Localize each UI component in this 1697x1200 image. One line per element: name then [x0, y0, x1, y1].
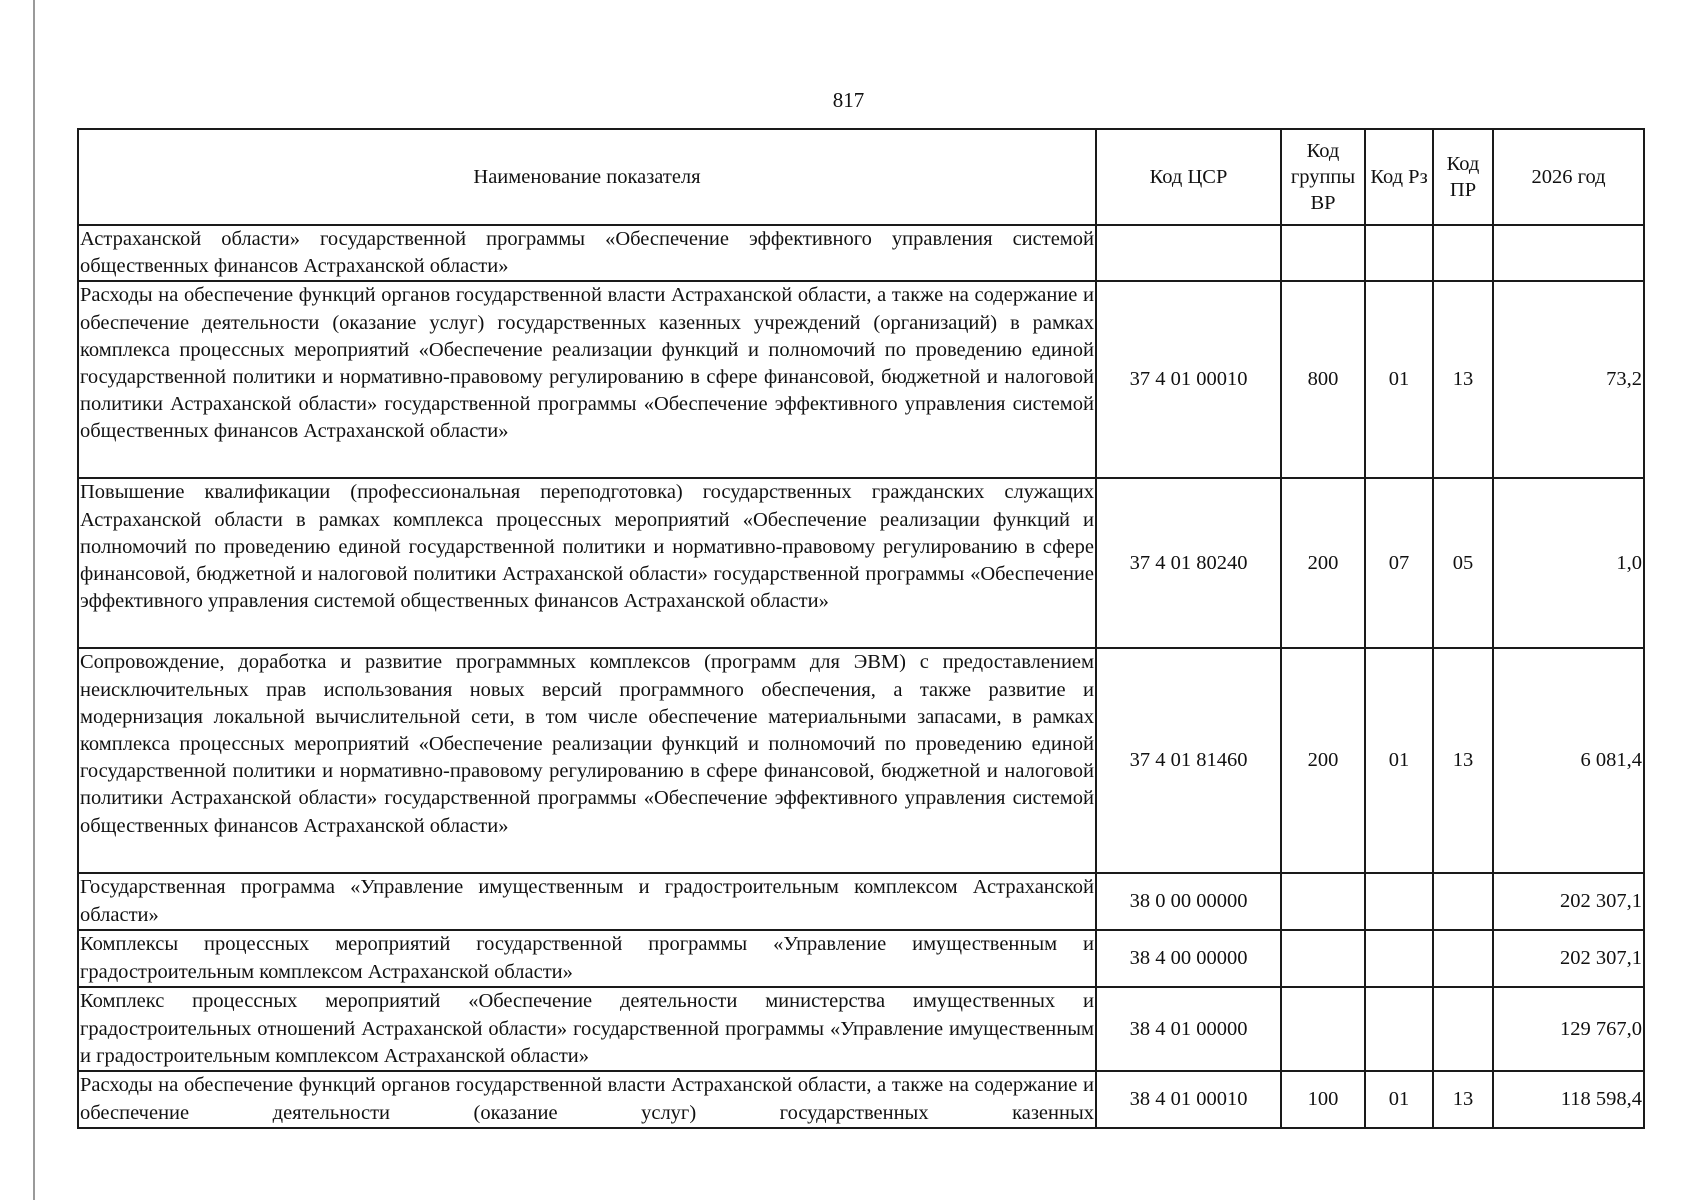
row-amount: 202 307,1: [1493, 873, 1644, 930]
row-name: Государственная программа «Управление имущественным и градостроительным комплексом Астраханской области»: [78, 873, 1096, 930]
table-row: [78, 930, 1644, 987]
row-csr-code: 37 4 01 00010: [1096, 281, 1281, 478]
row-csr-code: 37 4 01 80240: [1096, 478, 1281, 648]
table-row: [78, 987, 1644, 1071]
row-csr-code: [1096, 225, 1281, 281]
row-name: Повышение квалификации (профессиональная переподготовка) государственных гражданских служащих Астраханской области в рамках комплекса процессных мероприятий «Обеспечение реализации функций и полномочий по проведению единой государственной политики и нормативно-правовому регулированию в сфере финансовой, бюджетной и налоговой политики Астраханской области» государственной программы «Обеспечение эффективного управления системой общественных финансов Астраханской области»: [78, 478, 1096, 648]
row-rz-code: [1365, 930, 1433, 987]
row-pr-code: [1433, 930, 1493, 987]
row-vr-code: [1281, 225, 1365, 281]
row-vr-code: [1281, 873, 1365, 930]
row-rz-code: [1365, 987, 1433, 1071]
row-name: Астраханской области» государственной программы «Обеспечение эффективного управления системой общественных финансов Астраханской области»: [78, 225, 1096, 281]
row-csr-code: 38 4 00 00000: [1096, 930, 1281, 987]
table-row: [78, 1071, 1644, 1128]
row-amount: 6 081,4: [1493, 648, 1644, 873]
row-pr-code: [1433, 225, 1493, 281]
page-margin-line: [33, 0, 35, 1200]
header-vr-group-code: Код группы ВР: [1281, 129, 1365, 225]
header-year-2026: 2026 год: [1493, 129, 1644, 225]
row-amount: 202 307,1: [1493, 930, 1644, 987]
row-rz-code: 01: [1365, 1071, 1433, 1128]
row-csr-code: 38 4 01 00010: [1096, 1071, 1281, 1128]
row-vr-code: 200: [1281, 478, 1365, 648]
row-pr-code: [1433, 873, 1493, 930]
row-amount: 129 767,0: [1493, 987, 1644, 1071]
row-amount: [1493, 225, 1644, 281]
row-csr-code: 37 4 01 81460: [1096, 648, 1281, 873]
row-pr-code: 13: [1433, 281, 1493, 478]
row-name: Комплексы процессных мероприятий государственной программы «Управление имущественным и градостроительным комплексом Астраханской области»: [78, 930, 1096, 987]
table-row: [78, 478, 1644, 648]
row-rz-code: [1365, 225, 1433, 281]
row-vr-code: [1281, 987, 1365, 1071]
table-row: [78, 225, 1644, 281]
table-row: [78, 873, 1644, 930]
row-rz-code: [1365, 873, 1433, 930]
header-csr-code: Код ЦСР: [1096, 129, 1281, 225]
budget-table: [77, 128, 1645, 1129]
row-vr-code: [1281, 930, 1365, 987]
row-pr-code: [1433, 987, 1493, 1071]
header-rz-code: Код Рз: [1365, 129, 1433, 225]
row-csr-code: 38 0 00 00000: [1096, 873, 1281, 930]
row-amount: 118 598,4: [1493, 1071, 1644, 1128]
row-name: Расходы на обеспечение функций органов государственной власти Астраханской области, а также на содержание и обеспечение деятельности (оказание услуг) государственных казенных учреждений (организаций) в рамках комплекса процессных мероприятий «Обеспечение реализации функций и полномочий по проведению единой государственной политики и нормативно-правовому регулированию в сфере финансовой, бюджетной и налоговой политики Астраханской области» государственной программы «Обеспечение эффективного управления системой общественных финансов Астраханской области»: [78, 281, 1096, 478]
row-csr-code: 38 4 01 00000: [1096, 987, 1281, 1071]
row-amount: 73,2: [1493, 281, 1644, 478]
row-rz-code: 01: [1365, 281, 1433, 478]
row-vr-code: 800: [1281, 281, 1365, 478]
row-pr-code: 05: [1433, 478, 1493, 648]
page-number: 817: [832, 88, 865, 112]
table-row: [78, 281, 1644, 478]
row-vr-code: 200: [1281, 648, 1365, 873]
row-rz-code: 01: [1365, 648, 1433, 873]
table-header-row: [78, 129, 1644, 225]
table-row: [78, 648, 1644, 873]
row-pr-code: 13: [1433, 648, 1493, 873]
row-rz-code: 07: [1365, 478, 1433, 648]
row-pr-code: 13: [1433, 1071, 1493, 1128]
row-amount: 1,0: [1493, 478, 1644, 648]
header-pr-code: Код ПР: [1433, 129, 1493, 225]
row-name: Сопровождение, доработка и развитие программных комплексов (программ для ЭВМ) с предоставлением неисключительных прав использования новых версий программного обеспечения, а также развитие и модернизация локальной вычислительной сети, в том числе обеспечение материальными запасами, в рамках комплекса процессных мероприятий «Обеспечение реализации функций и полномочий по проведению единой государственной политики и нормативно-правовому регулированию в сфере финансовой, бюджетной и налоговой политики Астраханской области» государственной программы «Обеспечение эффективного управления системой общественных финансов Астраханской области»: [78, 648, 1096, 873]
header-name: Наименование показателя: [78, 129, 1096, 225]
row-name: Расходы на обеспечение функций органов государственной власти Астраханской области, а также на содержание и обеспечение деятельности (оказание услуг) государственных казенных: [78, 1071, 1096, 1128]
row-name: Комплекс процессных мероприятий «Обеспечение деятельности министерства имущественных и градостроительных отношений Астраханской области» государственной программы «Управление имущественным и градостроительным комплексом Астраханской области»: [78, 987, 1096, 1071]
row-vr-code: 100: [1281, 1071, 1365, 1128]
